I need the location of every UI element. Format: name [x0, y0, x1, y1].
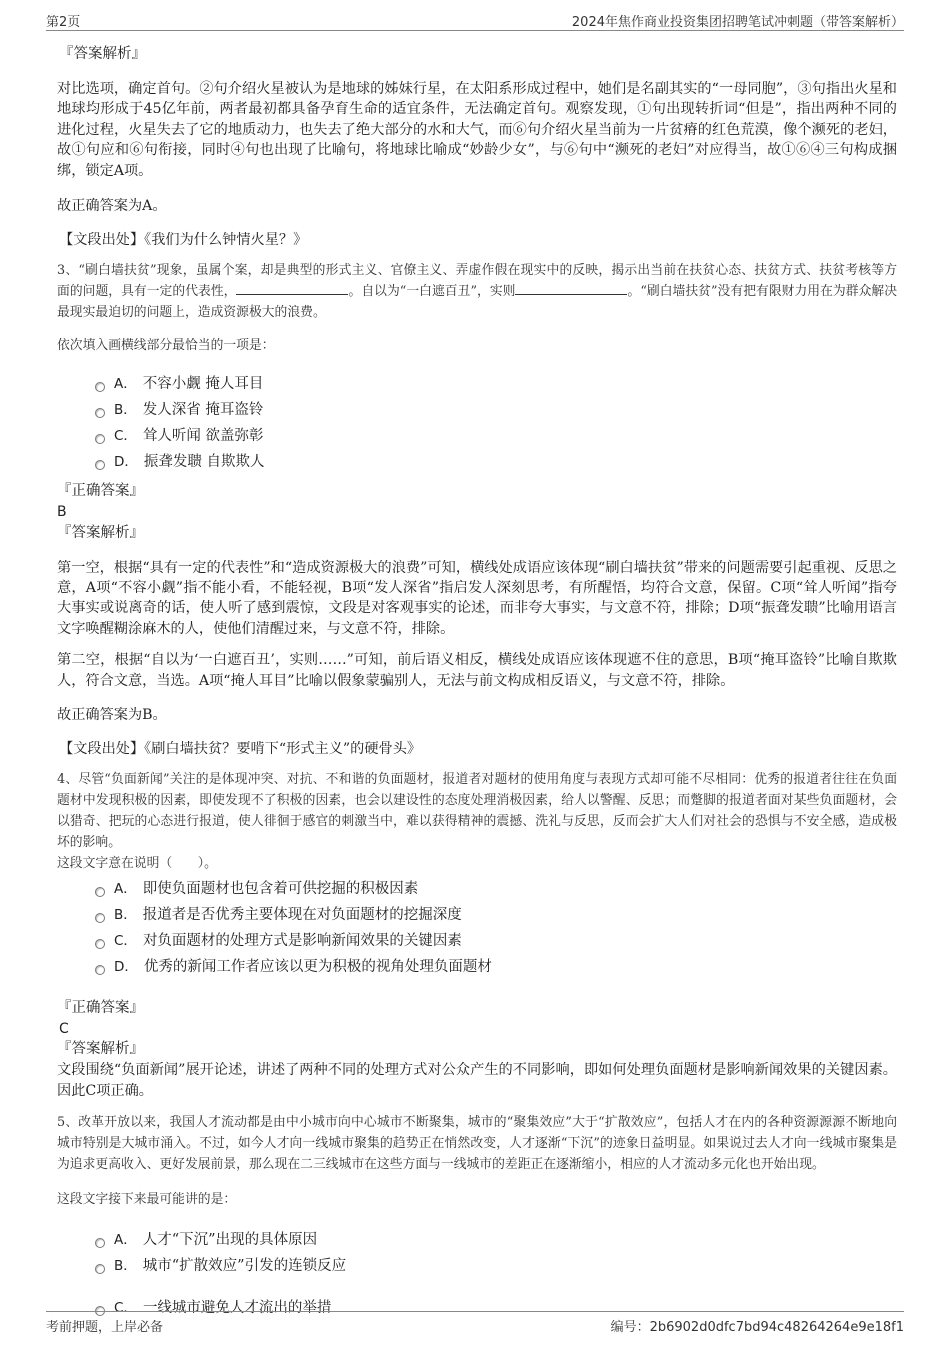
q2-conclusion: 故正确答案为A。	[57, 198, 167, 215]
q5-option-c[interactable]: C． 一线城市避免人才流出的举措	[95, 1295, 897, 1321]
page-number: 第2页	[46, 15, 81, 30]
q4-option-d[interactable]: D． 优秀的新闻工作者应该以更为积极的视角处理负面题材	[95, 954, 897, 980]
q3-answer-label: 『正确答案』	[57, 482, 144, 499]
q4-option-a[interactable]: A． 即使负面题材也包含着可供挖掘的积极因素	[95, 876, 897, 902]
radio-icon[interactable]	[95, 1264, 105, 1274]
q3-option-c[interactable]: C． 耸人听闻 欲盖弥彰	[95, 423, 897, 449]
q5-stem: 5、改革开放以来，我国人才流动都是由中小城市向中心城市不断聚集，城市的“聚集效应”大于“扩散效应”，包括人才在内的各种资源源源不断地向城市特别是大城市涌入。不过，如今人才向一线城市聚集的趋势正在悄然改变，人才逐渐“下沉”的迹象日益明显。如果说过去人才向一线城市聚集是为追求更高收入、更好发展前景，那么现在二三线城市在这些方面与一线城市的差距正在逐渐缩小，相应的人才流动多元化也开始出现。	[57, 1115, 897, 1172]
q4-analysis: 文段围绕“负面新闻”展开论述，讲述了两种不同的处理方式对公众产生的不同影响，即如何处理负面题材是影响新闻效果的关键因素。因此C项正确。	[57, 1062, 897, 1099]
q3-analysis-1: 第一空，根据“具有一定的代表性”和“造成资源极大的浪费”可知，横线处成语应该体现“刷白墙扶贫”带来的问题需要引起重视、反思之意，A项“不容小觑”指不能小看，不能轻视，B项“发人深省”指启发人深刻思考，有所醒悟，均符合文意，保留。C项“耸人听闻”指夸大事实或说离奇的话，使人听了感到震惊，文段是对客观事实的论述，而非夸大事实，与文意不符，排除；D项“振聋发聩”比喻用语言文字唤醒糊涂麻木的人，使他们清醒过来，与文意不符，排除。	[57, 559, 897, 637]
radio-icon[interactable]	[95, 434, 105, 444]
document-title: 2024年焦作商业投资集团招聘笔试冲刺题（带答案解析）	[571, 15, 904, 30]
radio-icon[interactable]	[95, 965, 105, 975]
q3-blank-2	[515, 282, 627, 295]
q5-option-a[interactable]: A． 人才“下沉”出现的具体原因	[95, 1227, 897, 1253]
q3-analysis-label: 『答案解析』	[57, 524, 144, 541]
q2-analysis: 对比选项，确定首句。②句介绍火星被认为是地球的姊妹行星，在太阳系形成过程中，她们是名副其实的“一母同胞”，③句指出火星和地球均形成于45亿年前，两者最初都具备孕育生命的适宜条件，无法确定首句。观察发现，①句出现转折词“但是”，指出两种不同的进化过程，火星失去了它的地质动力，也失去了绝大部分的水和大气，而⑥句介绍火星当前为一片贫瘠的红色荒漠，像个濒死的老妇，故①句应和⑥句衔接，同时④句也出现了比喻句，将地球比喻成“妙龄少女”，与⑥句中“濒死的老妇”对应得当，故①⑥④三句构成捆绑，锁定A项。	[57, 81, 897, 179]
radio-icon[interactable]	[95, 939, 105, 949]
q3-stem: 3、“刷白墙扶贫”现象，虽属个案，却是典型的形式主义、官僚主义、弄虚作假在现实中的反映，揭示出当前在扶贫心态、扶贫方式、扶贫考核等方面的问题，具有一定的代表性， 。自以为“一白遮百丑”，实则 。“刷白墙扶贫”没有把有限财力用在为群众解决最现实最迫切的问题上，造成资源极大的浪费。	[57, 263, 898, 321]
q3-analysis-2: 第二空，根据“自以为‘一白遮百丑’，实则……”可知，前后语义相反，横线处成语应该体现遮不住的意思，B项“掩耳盗铃”比喻自欺欺人，符合文意，当选。A项“掩人耳目”比喻以假象蒙骗别人，无法与前文构成相反语义，与文意不符，排除。	[57, 652, 897, 689]
document-body	[57, 44, 897, 1321]
q4-answer: C	[59, 1021, 69, 1038]
q4-options	[95, 876, 897, 980]
radio-icon[interactable]	[95, 1238, 105, 1248]
q4-analysis-label: 『答案解析』	[57, 1041, 144, 1058]
radio-icon[interactable]	[95, 887, 105, 897]
q4-answer-label: 『正确答案』	[57, 1000, 144, 1017]
radio-icon[interactable]	[95, 460, 105, 470]
q3-option-a[interactable]: A． 不容小觑 掩人耳目	[95, 371, 897, 397]
footer-slogan: 考前押题，上岸必备	[46, 1320, 164, 1335]
q5-prompt: 这段文字接下来最可能讲的是：	[57, 1191, 237, 1207]
q3-conclusion: 故正确答案为B。	[57, 707, 167, 724]
q3-source: 【文段出处】《刷白墙扶贫？要啃下“形式主义”的硬骨头》	[59, 741, 422, 758]
q3-prompt: 依次填入画横线部分最恰当的一项是：	[57, 337, 275, 353]
q3-option-d[interactable]: D． 振聋发聩 自欺欺人	[95, 449, 897, 475]
q5-option-b[interactable]: B． 城市“扩散效应”引发的连锁反应	[95, 1253, 897, 1279]
q4-option-b[interactable]: B． 报道者是否优秀主要体现在对负面题材的挖掘深度	[95, 902, 897, 928]
q4-prompt: 这段文字意在说明（ ）。	[57, 855, 217, 871]
q4-option-c[interactable]: C． 对负面题材的处理方式是影响新闻效果的关键因素	[95, 928, 897, 954]
q3-blank-1	[236, 282, 348, 295]
page-footer	[46, 1311, 904, 1336]
document-id: 编号：2b6902d0dfc7bd94c48264264e9e18f1	[610, 1320, 904, 1335]
q2-source: 【文段出处】《我们为什么钟情火星？》	[59, 232, 308, 249]
q4-stem: 4、尽管“负面新闻”关注的是体现冲突、对抗、不和谐的负面题材，报道者对题材的使用角度与表现方式却可能不尽相同：优秀的报道者往往在负面题材中发现积极的因素，即使发现不了积极的因素，也会以建设性的态度处理消极因素，给人以警醒、反思；而蹩脚的报道者面对某些负面题材，会以猎奇、把玩的心态进行报道，使人徘徊于感官的刺激当中，难以获得精神的震撼、洗礼与反思，反而会扩大人们对社会的恐惧与不安全感，造成极坏的影响。	[57, 772, 897, 850]
radio-icon[interactable]	[95, 913, 105, 923]
q3-option-b[interactable]: B． 发人深省 掩耳盗铃	[95, 397, 897, 423]
page-header	[46, 8, 904, 31]
radio-icon[interactable]	[95, 382, 105, 392]
q2-analysis-label: 『答案解析』	[59, 46, 146, 62]
q5-options	[95, 1227, 897, 1321]
q3-options	[95, 371, 897, 475]
q3-answer: B	[57, 503, 67, 520]
radio-icon[interactable]	[95, 408, 105, 418]
